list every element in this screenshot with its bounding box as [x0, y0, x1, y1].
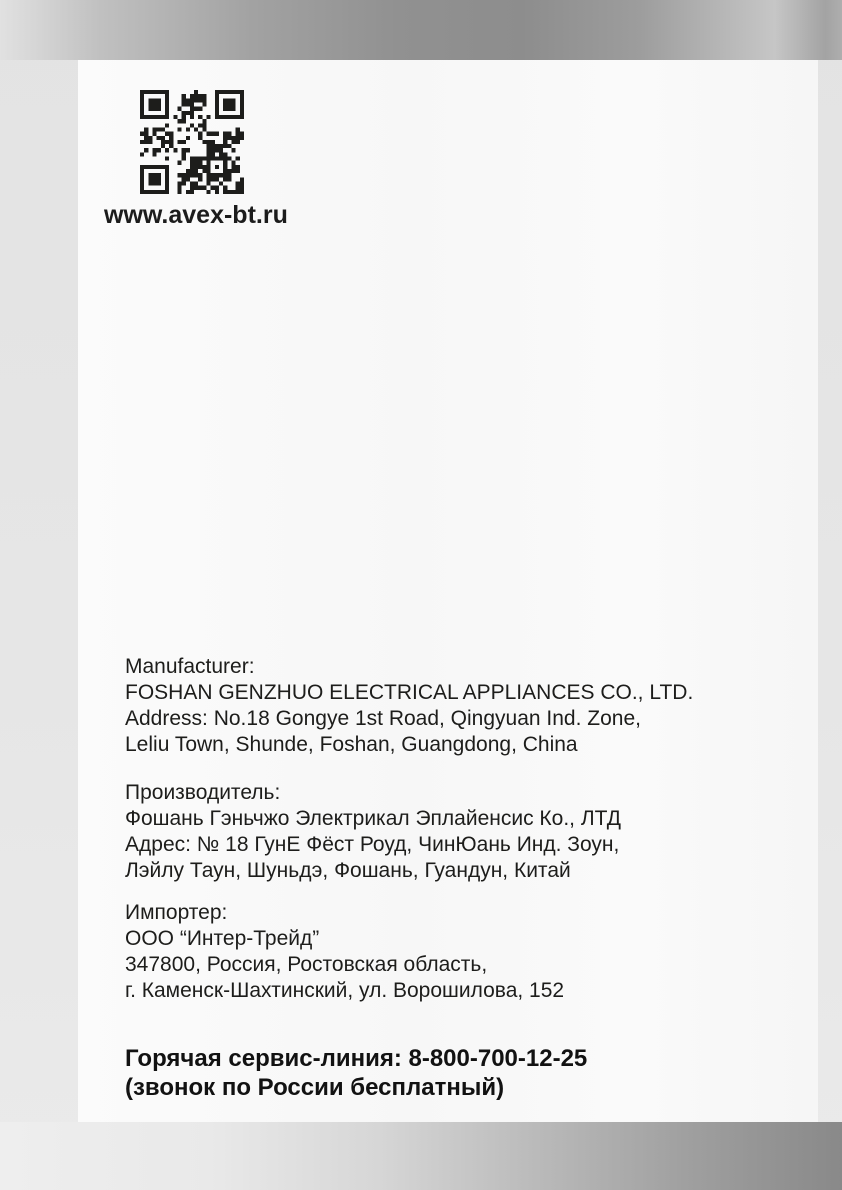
manufacturer-ru-line: Адрес: № 18 ГунЕ Фёст Роуд, ЧинЮань Инд. Зоун, [125, 833, 620, 856]
hotline-number: Горячая сервис-линия: 8-800-700-12-25 [125, 1045, 588, 1072]
website-url: www.avex-bt.ru [104, 201, 288, 229]
manufacturer-en-line: FOSHAN GENZHUO ELECTRICAL APPLIANCES CO., LTD. [125, 681, 694, 704]
hotline-block [125, 1044, 587, 1102]
manufacturer-en-label: Manufacturer: [125, 655, 255, 678]
importer-line: г. Каменск-Шахтинский, ул. Ворошилова, 152 [125, 979, 565, 1002]
bottom-gradient-band [0, 1122, 842, 1190]
manufacturer-ru-label: Производитель: [125, 781, 281, 804]
importer-line: ООО “Интер-Трейд” [125, 927, 320, 950]
importer-line: 347800, Россия, Ростовская область, [125, 953, 488, 976]
manufacturer-ru-line: Фошань Гэньчжо Электрикал Эплайенсис Ко., ЛТД [125, 807, 621, 830]
manufacturer-en-line: Leliu Town, Shunde, Foshan, Guangdong, China [125, 733, 578, 756]
hotline-note: (звонок по России бесплатный) [125, 1074, 505, 1101]
manufacturer-ru-line: Лэйлу Таун, Шуньдэ, Фошань, Гуандун, Китай [125, 859, 571, 882]
manufacturer-en-line: Address: No.18 Gongye 1st Road, Qingyuan Ind. Zone, [125, 707, 641, 730]
document-sheet [78, 60, 818, 1122]
importer-block [125, 900, 564, 1004]
qr-code [140, 90, 244, 194]
manufacturer-block-ru [125, 780, 621, 884]
importer-label: Импортер: [125, 901, 228, 924]
manufacturer-block-en [125, 654, 693, 758]
top-gradient-band [0, 0, 842, 60]
